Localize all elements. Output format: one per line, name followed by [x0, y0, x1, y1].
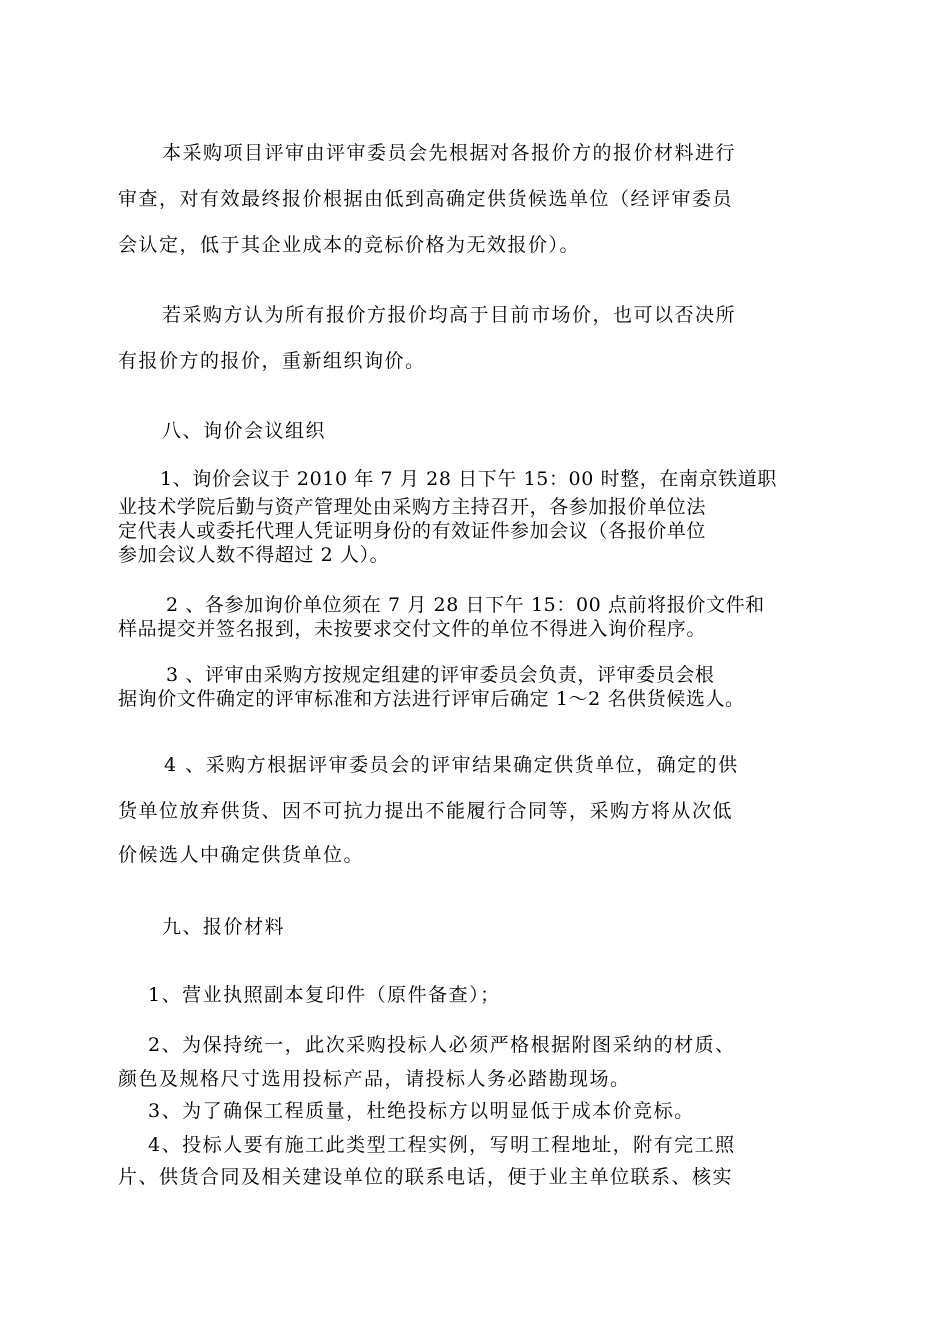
list-item-line: 3 、评审由采购方按规定组建的评审委员会负责，评审委员会根 — [166, 664, 715, 686]
list-item-line: 4 、采购方根据评审委员会的评审结果确定供货单位，确定的供 — [164, 754, 739, 776]
paragraph-line: 本采购项目评审由评审委员会先根据对各报价方的报价材料进行 — [162, 142, 737, 164]
list-item-line: 颜色及规格尺寸选用投标产品，请投标人务必踏勘现场。 — [118, 1068, 631, 1090]
list-item-line: 1、询价会议于 2010 年 7 月 28 日下午 15：00 时整，在南京铁道职 — [160, 468, 777, 490]
paragraph-line: 审查，对有效最终报价根据由低到高确定供货候选单位（经评审委员 — [118, 188, 734, 210]
section-heading: 八、询价会议组织 — [162, 420, 327, 442]
list-item-line: 货单位放弃供货、因不可抗力提出不能履行合同等，采购方将从次低 — [118, 800, 734, 822]
list-item-line: 片、供货合同及相关建设单位的联系电话，便于业主单位联系、核实 — [118, 1166, 734, 1188]
list-item-line: 4、投标人要有施工此类型工程实例，写明工程地址，附有完工照 — [148, 1134, 736, 1156]
list-item-line: 1、营业执照副本复印件（原件备查）； — [148, 984, 501, 1006]
list-item-line: 2 、各参加询价单位须在 7 月 28 日下午 15：00 点前将报价文件和 — [166, 594, 765, 616]
paragraph-line: 会认定，低于其企业成本的竞标价格为无效报价）。 — [118, 234, 581, 256]
paragraph-line: 若采购方认为所有报价方报价均高于目前市场价，也可以否决所 — [162, 304, 737, 326]
list-item-line: 据询价文件确定的评审标准和方法进行评审后确定 1～2 名供货候选人。 — [118, 688, 745, 710]
list-item-line: 业技术学院后勤与资产管理处由采购方主持召开，各参加报价单位法 — [118, 496, 707, 518]
list-item-line: 参加会议人数不得超过 2 人）。 — [118, 544, 390, 566]
list-item-line: 2、为保持统一，此次采购投标人必须严格根据附图采纳的材质、 — [148, 1034, 736, 1056]
list-item-line: 定代表人或委托代理人凭证明身份的有效证件参加会议（各报价单位 — [118, 520, 707, 542]
list-item-line: 样品提交并签名报到，未按要求交付文件的单位不得进入询价程序。 — [118, 618, 707, 640]
section-heading: 九、报价材料 — [162, 916, 286, 938]
list-item-line: 3、为了确保工程质量，杜绝投标方以明显低于成本价竞标。 — [148, 1100, 695, 1122]
list-item-line: 价候选人中确定供货单位。 — [118, 844, 365, 866]
paragraph-line: 有报价方的报价，重新组织询价。 — [118, 350, 426, 372]
